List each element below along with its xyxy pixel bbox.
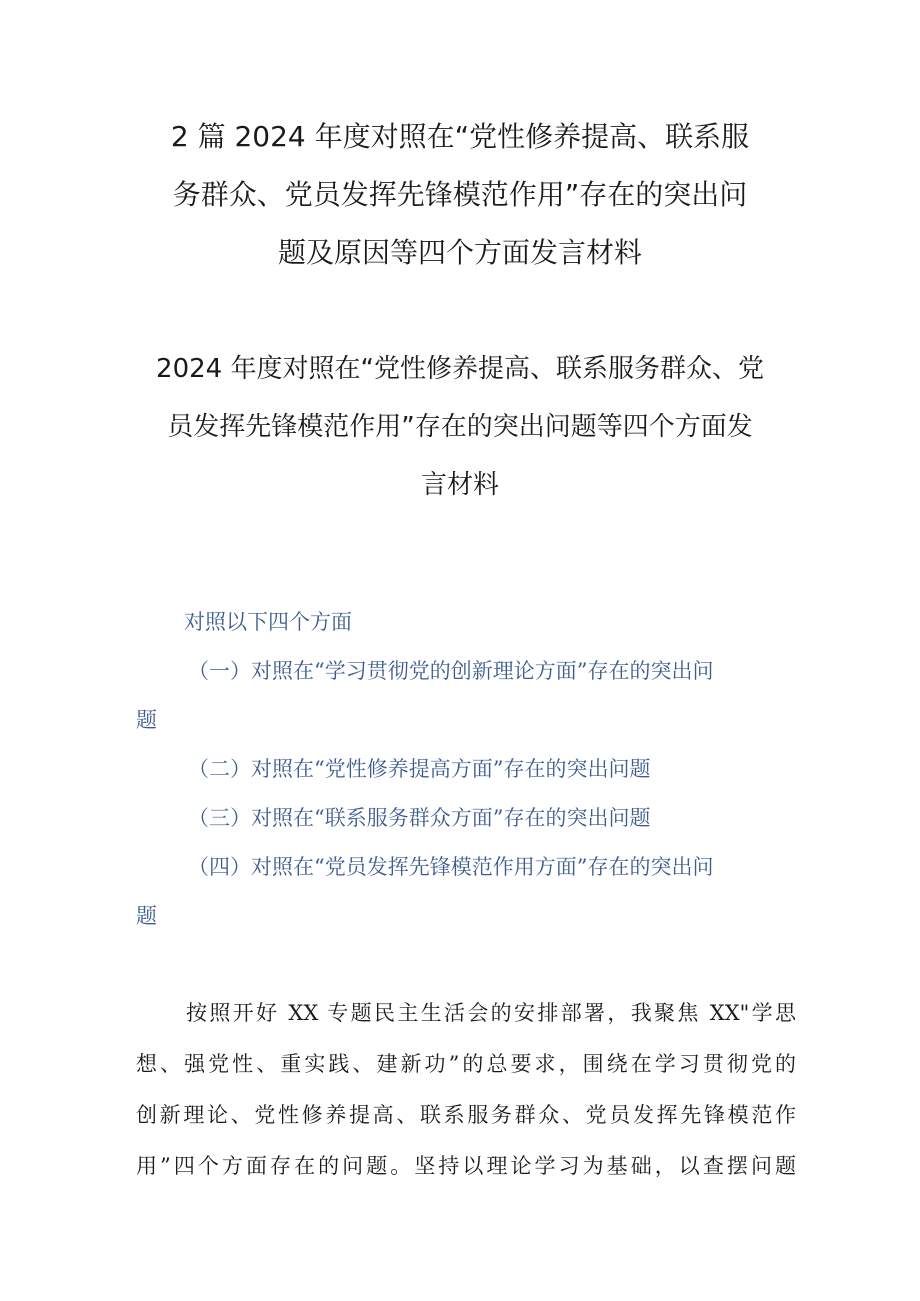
subtitle-line-1: 2024 年度对照在“党性修养提高、联系服务群众、党 bbox=[156, 354, 764, 384]
subtitle-line-2: 员发挥先锋模范作用”存在的突出问题等四个方面发 bbox=[167, 412, 753, 442]
title-line-1: 2 篇 2024 年度对照在“党性修养提高、联系服 bbox=[170, 120, 750, 153]
outline-item-1-continuation: 题 bbox=[136, 708, 157, 732]
body-paragraph bbox=[136, 988, 796, 1192]
outline-item-4: （四）对照在“党员发挥先锋模范作用方面”存在的突出问 bbox=[188, 855, 714, 879]
document-subtitle bbox=[140, 340, 780, 514]
outline-heading: 对照以下四个方面 bbox=[184, 610, 352, 634]
outline-item-3: （三）对照在“联系服务群众方面”存在的突出问题 bbox=[188, 806, 651, 830]
title-line-3: 题及原因等四个方面发言材料 bbox=[277, 236, 642, 269]
outline-item-4-continuation: 题 bbox=[136, 904, 157, 928]
outline-section bbox=[136, 598, 796, 941]
body-line-1: 按照开好 XX 专题民主生活会的安排部署，我聚焦 XX"学思 bbox=[186, 1001, 796, 1025]
outline-item-1: （一）对照在“学习贯彻党的创新理论方面”存在的突出问 bbox=[188, 659, 714, 683]
subtitle-line-3: 言材料 bbox=[420, 470, 499, 500]
title-line-2: 务群众、党员发挥先锋模范作用”存在的突出问 bbox=[172, 178, 748, 211]
body-line-2: 想、强党性、重实践、建新功”的总要求，围绕在学习贯彻党的 bbox=[136, 1052, 796, 1076]
body-line-4: 用”四个方面存在的问题。坚持以理论学习为基础，以查摆问题 bbox=[136, 1154, 796, 1178]
document-title bbox=[140, 108, 780, 282]
outline-item-2: （二）对照在“党性修养提高方面”存在的突出问题 bbox=[188, 757, 651, 781]
body-line-3: 创新理论、党性修养提高、联系服务群众、党员发挥先锋模范作 bbox=[136, 1103, 796, 1127]
